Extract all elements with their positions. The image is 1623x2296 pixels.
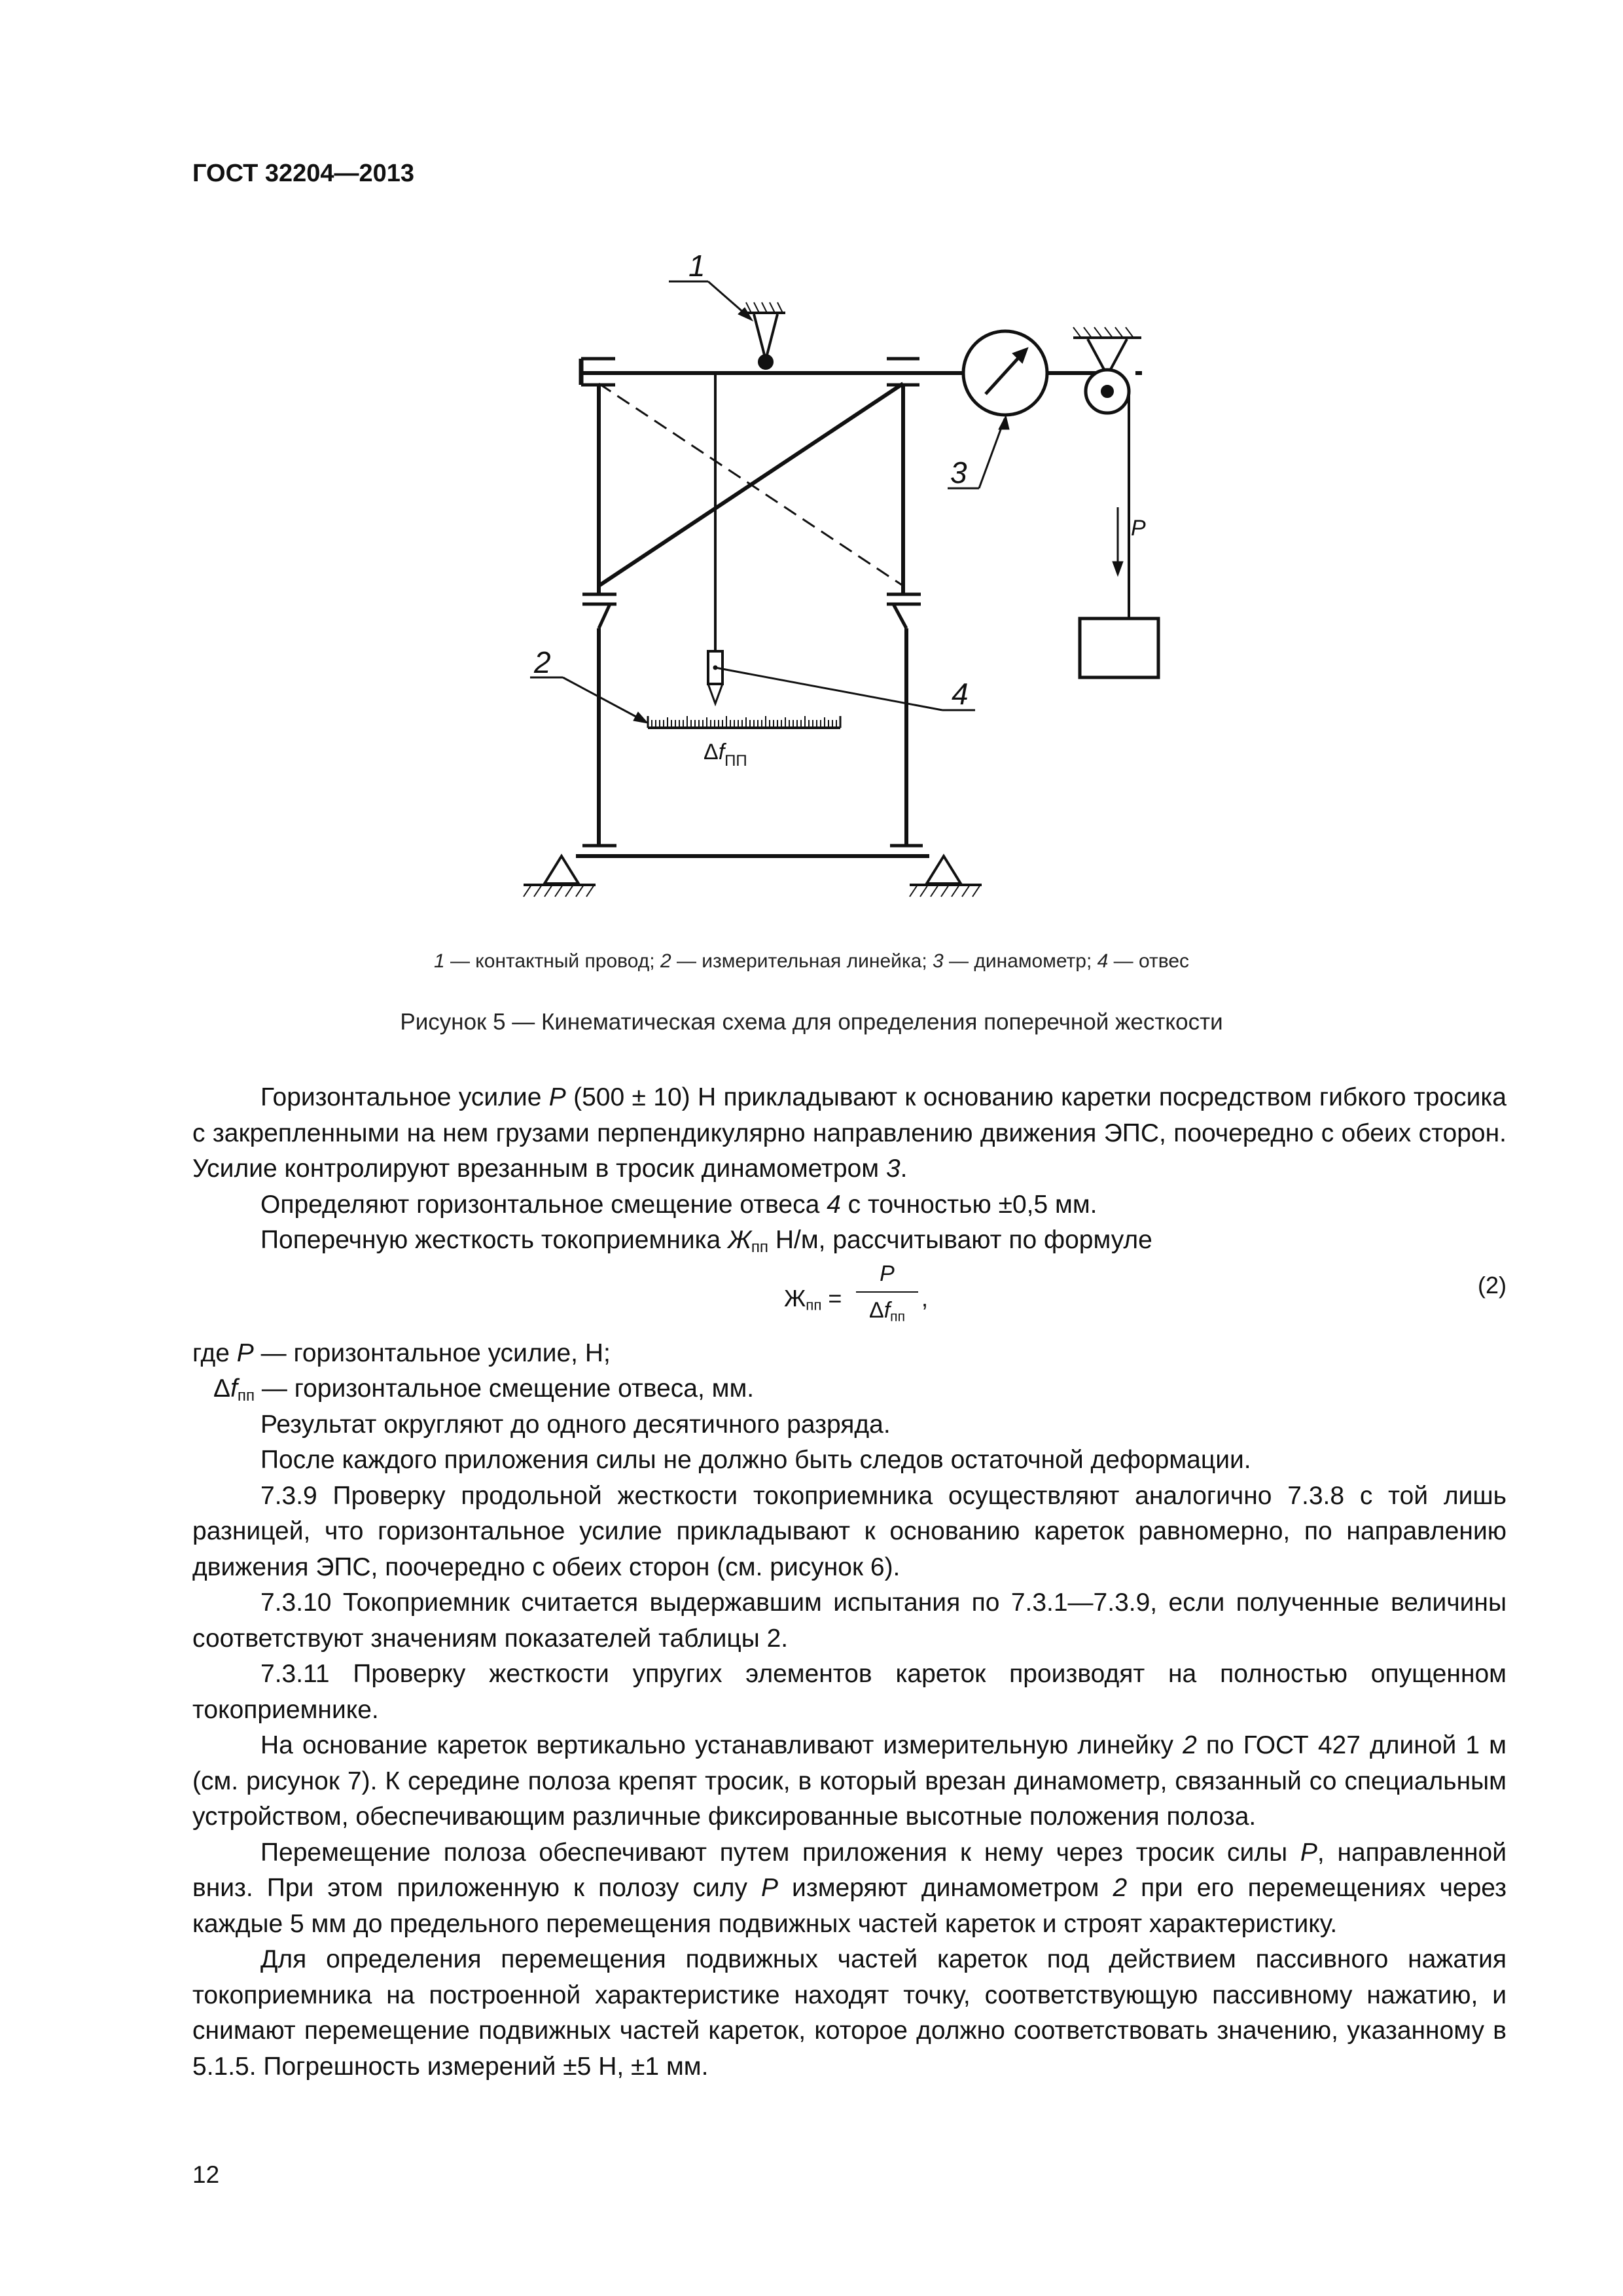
figure-label-4: 4 [952,677,969,711]
formula-den-f: f [883,1297,891,1323]
figure-label-2: 2 [534,645,551,679]
scale-label-delta: Δ [704,740,719,764]
formula-lhs-subscript: пп [806,1297,822,1314]
page-number: 12 [192,2161,220,2188]
paragraph-10 [192,1835,1507,1943]
legend-text-4: — отвес [1108,950,1190,972]
figure-label-3: 3 [950,456,967,490]
paragraph-3 [192,1223,1507,1259]
formula-equals: = [821,1284,842,1312]
p10-text-d: при его перемещениях через каждые 5 мм до предельного перемещения подвижных частей кареток и строят характеристику. [192,1874,1507,1938]
p1-text-c: . [900,1155,908,1183]
def2-subscript: пп [237,1387,255,1405]
def2-delta: Δ [213,1374,231,1403]
p10-symbol-p2: P [761,1874,779,1902]
force-label: P [1131,516,1146,541]
paragraph-4: Результат округляют до одного десятичного разряда. [260,1410,891,1439]
body-text [192,1080,1507,2085]
p10-text-a: Перемещение полоза обеспечивают путем приложения к нему через тросик силы [260,1838,1300,1867]
formula-comma: , [921,1284,929,1312]
def2-text: — горизонтальное смещение отвеса, мм. [255,1374,755,1403]
formula-lhs [784,1281,842,1317]
figure-caption: Рисунок 5 — Кинематическая схема для определения поперечной жесткости [400,1009,1223,1035]
formula-den-subscript: пп [890,1308,905,1324]
legend-text-3: — динамометр; [943,950,1097,972]
p10-text-b: , направленной вниз. При этом приложенную к полозу силу [192,1838,1507,1902]
legend-num-3: 3 [933,950,944,972]
p1-symbol-p: P [548,1083,566,1111]
def1-symbol: P [236,1338,254,1367]
def1-text-b: — горизонтальное усилие, Н; [253,1338,611,1367]
p2-ref-4: 4 [827,1190,841,1219]
formula-lhs-symbol: Ж [784,1284,806,1312]
formula-fraction [856,1259,918,1325]
def1-text-a: где [192,1338,237,1367]
p2-text-b: с точностью ±0,5 мм. [840,1190,1097,1219]
paragraph-7-3-10: 7.3.10 Токоприемник считается выдержавшим испытания по 7.3.1—7.3.9, если полученные величины соответствуют значениям показателей таблицы 2. [192,1588,1507,1653]
legend-text-1: — контактный провод; [444,950,660,972]
figure-label-1: 1 [688,249,705,283]
def2-f: f [230,1374,238,1403]
p1-ref-3: 3 [885,1155,901,1183]
paragraph-9 [192,1728,1507,1835]
formula-den-delta: Δ [869,1297,884,1323]
p10-symbol-p: P [1300,1838,1317,1867]
figure-legend [0,950,1623,973]
definition-p [192,1336,1507,1372]
paragraph-7-3-11: 7.3.11 Проверку жесткости упругих элементов кареток производят на полностью опущенном токоприемнике. [192,1660,1507,1724]
p1-text-a: Горизонтальное усилие [260,1083,549,1111]
formula-2 [192,1259,1507,1336]
paragraph-5: После каждого приложения силы не должно быть следов остаточной деформации. [260,1446,1251,1474]
scale-label-f: f [718,740,725,764]
p3-symbol: Ж [728,1226,751,1254]
paragraph-1 [192,1080,1507,1187]
legend-text-2: — измерительная линейка; [671,950,933,972]
paragraph-11: Для определения перемещения подвижных частей кареток под действием пассивного нажатия токоприемника на построенной характеристике находят точку, соответствующую пассивному нажатию, и снимают перемещение подвижных частей кареток, которое должно соответствовать значению, указанному в 5.1.5. Погрешность измерений ±5 Н, ±1 мм. [192,1945,1507,2081]
scale-label-subscript: ПП [724,752,747,770]
scale-label [704,740,747,770]
formula-numerator: P [880,1261,895,1286]
p10-text-c: измеряют динамометром [778,1874,1113,1902]
legend-num-4: 4 [1097,950,1109,972]
p1-text-b: (500 ± 10) Н прикладывают к основанию каретки посредством гибкого тросика с закрепленными на нем грузами перпендикулярно направлению движения ЭПС, поочередно с обеих сторон. Усилие контролируют врезанным в тросик динамометром [192,1083,1507,1183]
p9-text-b: по ГОСТ 427 длиной 1 м (см. рисунок 7). К середине полоза крепят тросик, в который врезан динамометр, связанный со специальным устройством, обеспечивающим различные фиксированные высотные положения полоза. [192,1731,1507,1831]
p9-text-a: На основание кареток вертикально устанавливают измерительную линейку [260,1731,1183,1759]
kinematic-scheme-figure [0,0,1623,942]
p9-ref-2: 2 [1183,1731,1197,1759]
legend-num-2: 2 [660,950,671,972]
paragraph-2 [192,1187,1507,1223]
paragraph-7-3-9: 7.3.9 Проверку продольной жесткости токоприемника осуществляют аналогично 7.3.8 с той лишь разницей, что горизонтальное усилие прикладывают к основанию кареток равномерно, по направлению движения ЭПС, поочередно с обеих сторон (см. рисунок 6). [192,1481,1507,1581]
p3-text-a: Поперечную жесткость токоприемника [260,1226,728,1254]
fraction-bar [856,1291,918,1293]
p10-ref-2: 2 [1113,1874,1128,1902]
formula-denominator [856,1295,918,1325]
legend-num-1: 1 [433,950,445,972]
definition-delta-f [192,1371,1507,1407]
p2-text-a: Определяют горизонтальное смещение отвеса [260,1190,827,1219]
p3-subscript: пп [751,1238,769,1257]
p3-text-b: Н/м, рассчитывают по формуле [768,1226,1152,1254]
formula-number: (2) [1478,1271,1507,1299]
document-header: ГОСТ 32204—2013 [192,160,415,187]
